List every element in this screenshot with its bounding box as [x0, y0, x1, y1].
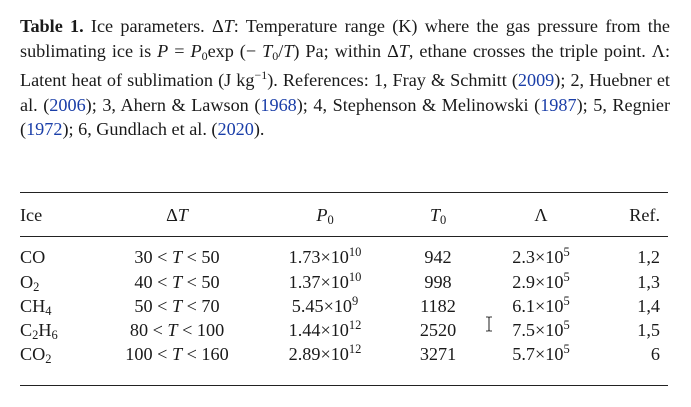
ref-link-1972[interactable]: 1972 [26, 119, 63, 140]
cell-delta-t: 100 < T < 160 [125, 343, 229, 364]
cell-t0: 1182 [420, 295, 456, 316]
cell-delta-t: 40 < T < 50 [134, 271, 220, 292]
cell-lambda: $5.7\times 10^5$ [512, 341, 570, 364]
table-bottom-rule [20, 385, 668, 386]
ref-link-2020[interactable]: 2020 [217, 119, 254, 140]
table-row [20, 318, 668, 342]
cell-ref: 1,3 [637, 271, 660, 292]
ref-link-2009[interactable]: 2009 [517, 70, 555, 91]
cell-p0: $1.37\times 10^{10}$ [288, 269, 362, 292]
caption-label: Table 1. [20, 16, 84, 36]
table-top-rule [20, 192, 668, 193]
table-row [20, 270, 668, 294]
cell-ref: 1,2 [637, 247, 660, 267]
table-body [20, 232, 668, 366]
cell-delta-t: 30 < T < 50 [134, 247, 220, 267]
cell-lambda: $6.1\times 10^5$ [512, 293, 570, 316]
ref-link-1968[interactable]: 1968 [260, 94, 297, 115]
header-t0: $T_0$ [429, 204, 447, 227]
cell-delta-t: 80 < T < 100 [129, 319, 225, 340]
cell-ref: 1,5 [637, 319, 660, 340]
cell-ref: 1,4 [637, 295, 660, 316]
header-lambda: Λ [534, 204, 548, 225]
cell-t0: 3271 [419, 343, 457, 364]
cell-t0: 998 [424, 271, 452, 292]
cell-ice: $CH_4$ [20, 295, 52, 318]
cell-ice: $CO_2$ [20, 343, 52, 366]
ref-link-1987[interactable]: 1987 [540, 94, 577, 115]
cell-delta-t: 50 < T < 70 [134, 295, 220, 316]
ref-link-2006[interactable]: 2006 [49, 94, 86, 115]
cell-p0: $1.73\times 10^{10}$ [288, 245, 362, 267]
table-row [20, 232, 668, 270]
ice-parameters-table [20, 198, 668, 366]
cell-p0: $5.45\times 10^9$ [291, 293, 359, 316]
header-delta-t: ΔT [166, 204, 188, 225]
cell-lambda: $2.3\times 10^5$ [512, 245, 570, 267]
cell-lambda: $7.5\times 10^5$ [512, 317, 570, 340]
table-row [20, 294, 668, 318]
cell-ref: 6 [650, 343, 660, 364]
table-caption: Table 1. Ice parameters. ΔT: Temperature range (K) where the gas pressure from the sublimating ice is $P = P_0\exp$ (− $T_0/T$) Pa; within ΔT, ethane crosses the triple point. Λ: Latent heat of sublimation (J $kg^{-1}$). References: 1, Fray & Schmitt (2009); 2, Huebner et al. (2006); 3, Ahern & Lawson (1968); 4, Stephenson & Melinowski (1987); 5, Regnier (1972); 6, Gundlach et al. (2020). [20, 16, 671, 140]
cell-t0: 2520 [419, 319, 457, 340]
cell-p0: $2.89\times 10^{12}$ [288, 341, 362, 364]
table-row [20, 342, 668, 366]
cell-p0: $1.44\times 10^{12}$ [288, 317, 362, 340]
cell-lambda: $2.9\times 10^5$ [512, 269, 570, 292]
header-ref: Ref. [629, 204, 660, 225]
table-header-row [20, 198, 668, 232]
cell-ice: CO [20, 247, 46, 267]
header-p0: $P_0$ [316, 204, 334, 227]
cell-ice: $O_2$ [20, 271, 40, 294]
header-ice: Ice [20, 204, 43, 225]
text-cursor-icon [484, 316, 494, 332]
cell-ice: $C_2H_6$ [20, 319, 58, 342]
cell-t0: 942 [424, 247, 452, 267]
